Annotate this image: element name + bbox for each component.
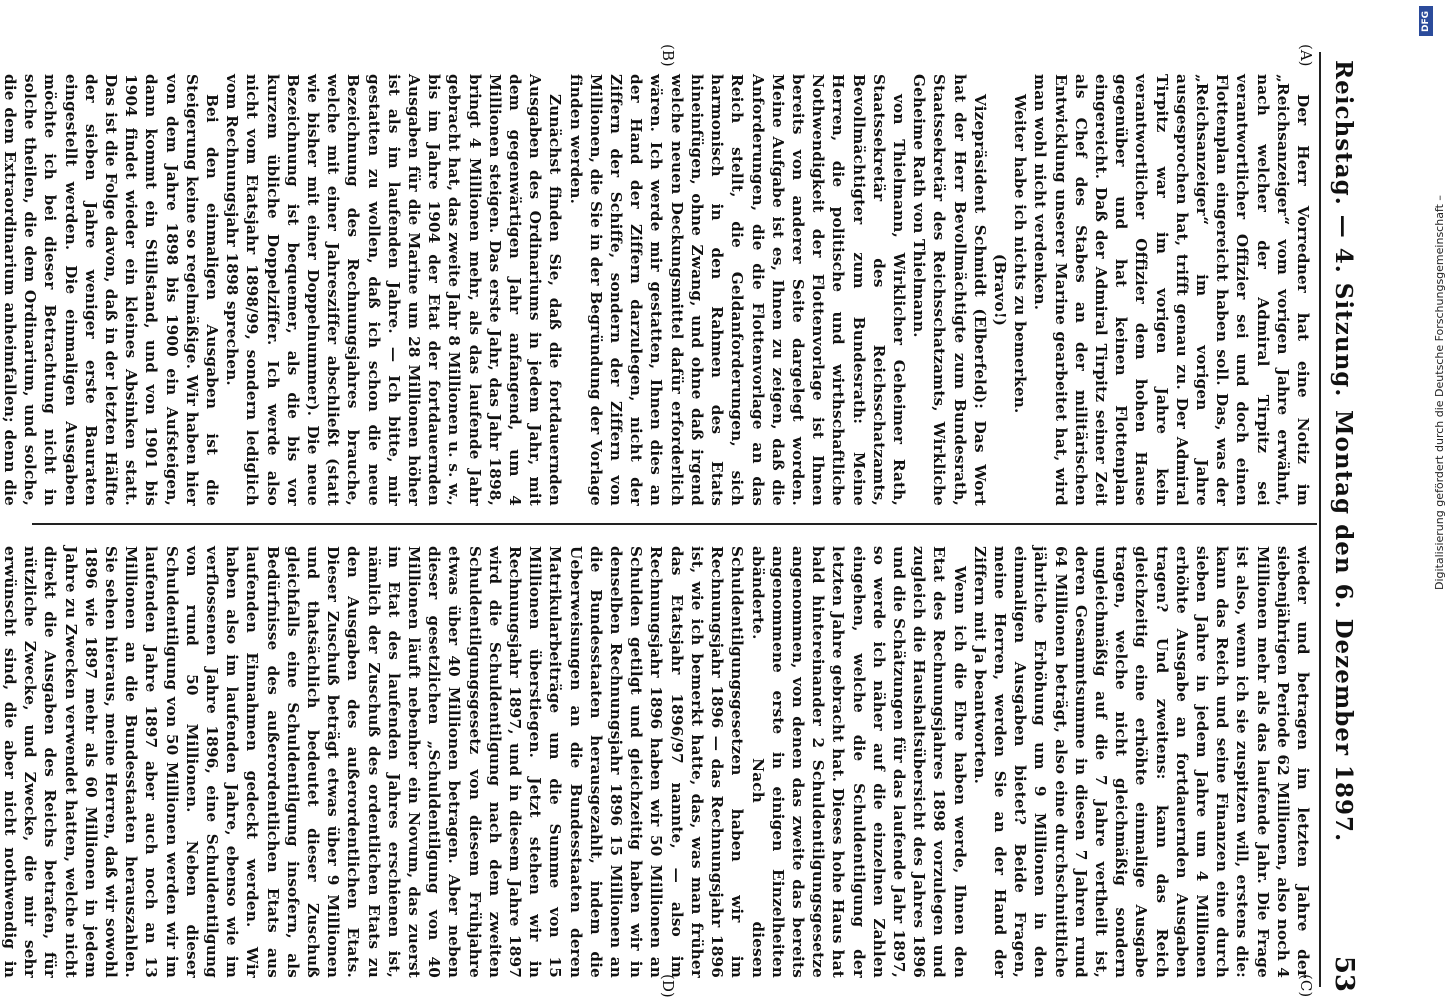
- paragraph: Wenn ich die Ehre haben werde, Ihnen den Etat des Rechnungsjahres 1898 vorzulegen und zugleich die Haushaltsübersicht des Jahres 1896 und die Schätzungen für das laufende Jahr 1897, so werde ich näher auf die einzelnen Zahlen eingehen, welche die Schuldentilgung der letzten Jahre gebracht hat. Dieses hohe Haus hat bald hintereinander 2 Schuldentilgungsgesetze angenommen, von denen das zweite das bereits angenommene erste in einigen Einzelheiten abänderte. Nach diesen Schuldentilgungsgesetzen haben wir im Rechnungsjahr 1896 — das Rechnungsjahr 1896 ist, wie ich bemerkt hatte, das, was man früher das Etatsjahr 1896/97 nannte, — also im Rechnungsjahr 1896 haben wir 50 Millionen an Schulden getilgt und gleichzeitig haben wir in denselben Rechnungsjahr 1896 15 Millionen an die Bundesstaaten herausgezahlt, indem die Ueberweisungen an die Bundesstaaten deren Matrikularbeiträge um die Summe von 15 Millionen überstiegen. Jetzt stehen wir in Rechnungsjahr 1897, und in diesem Jahre 1897 wird die Schuldentilgung nach dem zweiten Schuldentilgungsgesetz von diesem Frühjahre etwas über 40 Millionen betragen. Aber neben dieser gesetzlichen „Schuldentilgung von 40 Millionen läuft nebenher ein Novum, das zuerst im Etat des laufenden Jahres erschienen ist, nämlich der Zuschuß des ordentlichen Etats zu den Ausgaben des außerordentlichen Etats. Dieser Zuschuß beträgt etwas über 9 Millionen und thatsächlich bedeutet dieser Zuschuß gleichfalls eine Schuldentilgung insofern, als Bedürfnisse des außerordentlichen Etats aus laufenden Einnahmen gedeckt werden. Wir haben also im laufenden Jahre, ebenso wie im verflossenen Jahre 1896, eine Schuldentilgung von rund 50 Millionen. Neben dieser Schuldentilgung von 50 Millionen werden wir im laufenden Jahre 1897 aber auch noch an 13 Millionen an die Bundesstaaten herauszahlen. Sie sehen hieraus, meine Herren, daß wir sowohl 1896 wie 1897 mehr als 60 Millionen in jedem Jahre zu Zwecken verwendet hatten, welche nicht direkt die Ausgaben des Reichs betrafen, für nützliche Zwecke, und Zwecke, die mir sehr erwünscht sind, die aber nicht nothwendig in: [1, 546, 969, 978]
- paragraph: Zunächst finden Sie, daß die fortdauernden Ausgaben des Ordinariums in jedem Jahr, mit dem gegenwärtigen Jahr anfangend, um 4 Millionen steigen. Das erste Jahr, das Jahr 1898, bringt 4 Millionen mehr, als das laufende Jahr gebracht hat, das zweite Jahr 8 Millionen u. s. w., bis im Jahre 1904 der Etat der fortdauernden Ausgaben für die Marine um 28 Millionen höher ist als im laufenden Jahre. — Ich bitte, mir gestatten zu wollen, daß ich schon die neue Bezeichnung des Rechnungsjahres brauche, welche mit einer Jahresziffer abschließt (statt wie bisher mit einer Doppelnummer). Die neue Bezeichnung ist bequemer, als die bis vor kurzem übliche Doppelziffer. Ich werde also nicht vom Etatsjahr 1898/99, sondern lediglich vom Rechnungsjahr 1898 sprechen.: [223, 74, 565, 506]
- paragraph: Der Herr Vorredner hat eine Notiz im „Reichsanzeiger“ vom vorigen Jahre erwähnt, nach welcher der Admiral Tirpitz sei verantwortlicher Offizier sei und doch einen Flottenplan eingereicht haben soll. Das, was der „Reichsanzeiger“ im vorigen Jahre ausgesprochen hat, trifft genau zu. Der Admiral Tirpitz war im vorigen Jahre kein verantwortlicher Offizier dem hohen Hause gegenüber und hat keinen Flottenplan eingereicht. Daß der Admiral Tirpitz seiner Zeit als Chef des Stabes an der militärischen Entwicklung unserer Marine gearbeitet hat, wird man wohl nicht verdenken.: [1031, 74, 1312, 506]
- left-column: [0, 74, 1313, 506]
- page-header: [1323, 40, 1363, 1000]
- paragraph: Weiter habe ich nichts zu bemerken.: [1011, 94, 1030, 414]
- digitization-strip: [1418, 0, 1446, 1000]
- header-session: Reichstag. — 4. Sitzung.: [1330, 60, 1357, 398]
- margin-mark-b: (B): [659, 44, 677, 67]
- margin-mark-d: (D): [659, 974, 677, 998]
- header-date: Montag den 6. Dezember 1897.: [1330, 410, 1357, 843]
- paragraph: Vizepräsident Schmidt (Elberfeld): Das Wort hat der Herr Bevollmächtigte zum Bundesrath, Staatssekretär des Reichsschatzamts, Wirkliche Geheime Rath von Thielmann.: [910, 74, 989, 506]
- paragraph: von Thielmann, Wirklicher Geheimer Rath, Staatssekretär des Reichsschatzamts, Bevollmächtigter zum Bundesrath: Meine Herren, die politische und wirthschaftliche Nothwendigkeit der Flottenvorlage ist Ihnen bereits von anderer Seite dargelegt worden. Meine Aufgabe ist es, Ihnen zu zeigen, daß die Anforderungen, die die Flottenvorlage an das Reich stellt, die Geldanforderungen, sich harmonisch in den Rahmen des Etats hineinfügen, ohne Zwang, und ohne daß irgend welche neuen Deckungsmittel dafür erforderlich wären. Ich werde mir gestatten, Ihnen dies an der Hand der Ziffern darzulegen, nicht der Ziffern der Schiffe, sondern der Ziffern von Millionen, die Sie in der Begründung der Vorlage finden werden.: [566, 74, 908, 506]
- page-number: 53: [1329, 955, 1359, 992]
- column-divider: [32, 523, 1317, 525]
- paragraph: Bei den einmaligen Ausgaben ist die Steigerung keine so regelmäßige. Wir haben hier von dem Jahre 1898 bis 1900 ein Aufsteigen, dann kommt ein Stillstand, und von 1901 bis 1904 findet wieder ein kleines Absinken statt. Das ist die Folge davon, daß in der letzten Hälfte der sieben Jahre weniger erste Bauraten eingestellt werden. Die einmaligen Ausgaben möchte ich bei dieser Betrachtung nicht in solche theilen, die dem Ordinarium, und solche, die dem Extraordinarium anheimfallen; denn die: [1, 74, 222, 506]
- paragraph: wieder und betragen im letzten Jahre der siebenjährigen Periode 62 Millionen, also noch 4 Millionen mehr als das laufende Jahr. Die Frage ist also, wenn ich sie zuspitzen will, erstens die: kann das Reich und seine Finanzen eine durch sieben Jahre in jedem Jahre um 4 Millionen erhöhte Ausgabe an fortdauernden Ausgaben tragen? Und zweitens: kann das Reich gleichzeitig eine erhöhte einmalige Ausgabe tragen, welche nicht gleichmäßig sondern ungleichmäßig auf die 7 Jahre vertheilt ist, deren Gesammtsumme in diesen 7 Jahren rund 64 Millionen beträgt, also eine durchschnittliche jährliche Erhöhung um 9 Millionen in den einmaligen Ausgaben bietet? Beide Fragen, meine Herren, werden Sie an der Hand der Ziffern mit Ja beantworten.: [970, 546, 1312, 978]
- margin-mark-c: (C): [1297, 974, 1315, 998]
- scanned-page: [1, 0, 1377, 1000]
- dfg-logo: DFG: [1419, 6, 1433, 36]
- header-rule: [1319, 52, 1321, 987]
- margin-mark-a: (A): [1297, 44, 1315, 67]
- paragraph: (Bravo!): [990, 253, 1009, 327]
- digitization-credit: Digitalisierung gefördert durch die Deutsche Forschungsgemeinschaft –: [1433, 195, 1446, 590]
- right-column: [0, 546, 1313, 978]
